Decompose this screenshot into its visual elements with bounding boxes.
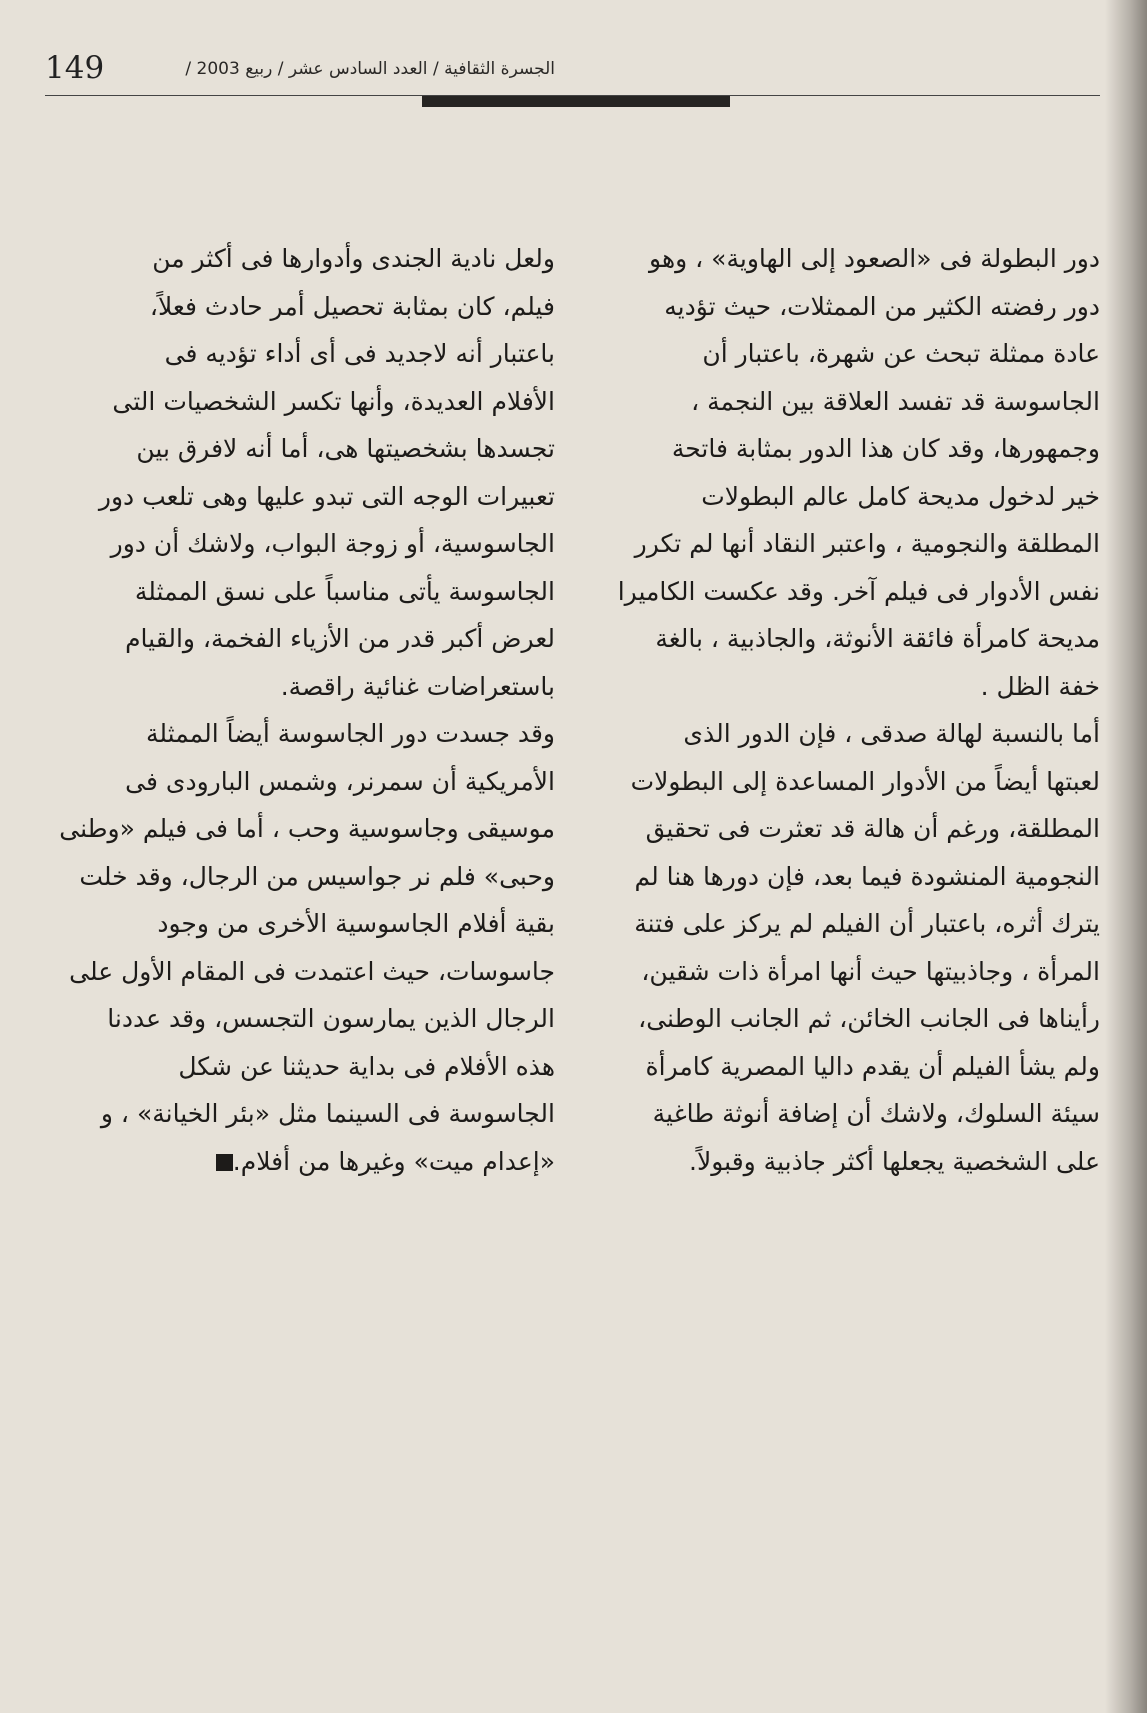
text-line: ولعل نادية الجندى وأدوارها فى أكثر من: [152, 244, 555, 273]
text-line: وجمهورها، وقد كان هذا الدور بمثابة فاتحة: [671, 434, 1100, 463]
text-line: وحبى» فلم نر جواسيس من الرجال، وقد خلت: [79, 861, 555, 891]
text-line: لعرض أكبر قدر من الأزياء الفخمة، والقيام: [125, 624, 555, 653]
text-line: دور رفضته الكثير من الممثلات، حيث تؤديه: [664, 291, 1100, 321]
right-column: [590, 235, 1100, 1185]
text-line: المطلقة والنجومية ، واعتبر النقاد أنها لم تكرر: [634, 529, 1100, 558]
end-of-article-square-icon: [216, 1154, 233, 1171]
text-line: على الشخصية يجعلها أكثر جاذبية وقبولاً.: [689, 1146, 1100, 1176]
left-column: [45, 235, 555, 1185]
text-line: باعتبار أنه لاجديد فى أى أداء تؤديه فى: [164, 339, 555, 368]
text-line: الرجال الذين يمارسون التجسس، وقد عددنا: [107, 1004, 555, 1033]
text-line: المطلقة، ورغم أن هالة قد تعثرت فى تحقيق: [645, 814, 1100, 843]
text-line: سيئة السلوك، ولاشك أن إضافة أنوثة طاغية: [652, 1099, 1100, 1128]
text-line: الجاسوسة قد تفسد العلاقة بين النجمة ،: [691, 386, 1100, 416]
text-line: الأمريكية أن سمرنر، وشمس البارودى فى: [125, 766, 555, 796]
page-number: 149: [45, 50, 105, 86]
text-line: فيلم، كان بمثابة تحصيل أمر حادث فعلاً،: [149, 291, 555, 321]
text-line: الجاسوسة يأتى مناسباً على نسق الممثلة: [134, 576, 555, 606]
text-line: الأفلام العديدة، وأنها تكسر الشخصيات التى: [112, 386, 555, 416]
text-line: يترك أثره، باعتبار أن الفيلم لم يركز على فتنة: [634, 909, 1100, 938]
last-line-text: «إعدام ميت» وغيرها من أفلام.: [232, 1146, 555, 1176]
text-line: ولم يشأ الفيلم أن يقدم داليا المصرية كامرأة: [645, 1051, 1100, 1081]
text-line: دور البطولة فى «الصعود إلى الهاوية» ، وهو: [649, 244, 1100, 273]
header-rule-bar: [422, 96, 730, 107]
text-line: تجسدها بشخصيتها هى، أما أنه لافرق بين: [136, 434, 555, 463]
text-line: الجاسوسة فى السينما مثل «بئر الخيانة» ، و: [100, 1099, 555, 1128]
text-line: أما بالنسبة لهالة صدقى ، فإن الدور الذى: [683, 719, 1100, 748]
text-line: المرأة ، وجاذبيتها حيث أنها امرأة ذات شقين،: [641, 956, 1100, 986]
text-line: النجومية المنشودة فيما بعد، فإن دورها هنا لم: [634, 861, 1100, 891]
text-line: تعبيرات الوجه التى تبدو عليها وهى تلعب دور: [98, 481, 555, 511]
page-binding-shadow: [1105, 0, 1147, 1713]
text-line: خفة الظل .: [980, 671, 1100, 701]
text-line: بقية أفلام الجاسوسية الأخرى من وجود: [157, 909, 555, 938]
running-title: الجسرة الثقافية / العدد السادس عشر / ربيع 2003 /: [185, 59, 555, 79]
text-line: جاسوسات، حيث اعتمدت فى المقام الأول على: [69, 956, 555, 986]
text-line: هذه الأفلام فى بداية حديثنا عن شكل: [178, 1051, 555, 1081]
text-line-last: [45, 1138, 555, 1186]
text-line: خير لدخول مديحة كامل عالم البطولات: [701, 481, 1100, 511]
text-line: نفس الأدوار فى فيلم آخر. وقد عكست الكاميرا: [617, 576, 1100, 606]
text-line: موسيقى وجاسوسية وحب ، أما فى فيلم «وطنى: [59, 814, 555, 843]
text-line: رأيناها فى الجانب الخائن، ثم الجانب الوطنى،: [638, 1004, 1100, 1033]
text-line: وقد جسدت دور الجاسوسة أيضاً الممثلة: [146, 719, 555, 748]
text-line: الجاسوسية، أو زوجة البواب، ولاشك أن دور: [110, 529, 555, 558]
page-header: [45, 48, 555, 92]
text-line: باستعراضات غنائية راقصة.: [280, 671, 555, 701]
text-line: عادة ممثلة تبحث عن شهرة، باعتبار أن: [702, 339, 1100, 368]
text-line: مديحة كامرأة فائقة الأنوثة، والجاذبية ، بالغة: [655, 624, 1100, 653]
text-line: لعبتها أيضاً من الأدوار المساعدة إلى البطولات: [630, 766, 1100, 796]
